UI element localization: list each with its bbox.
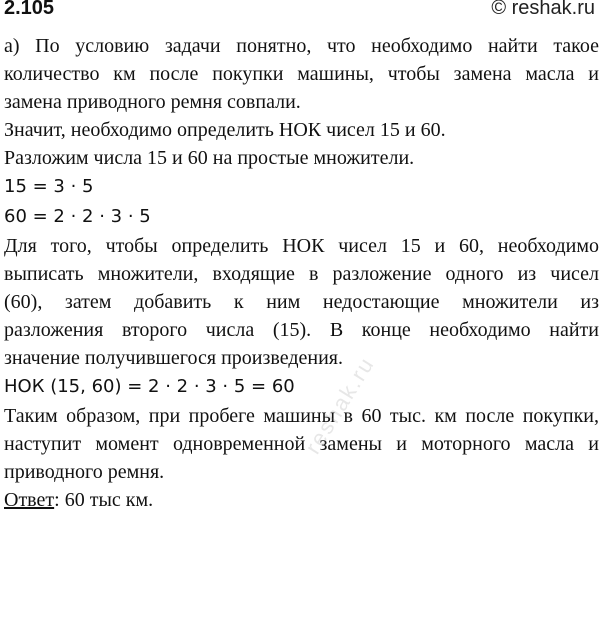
method-line-2: выписать множители, входящие в разложение одного из чисел	[4, 263, 599, 285]
solution-text	[4, 32, 599, 514]
conclusion-line-1: Таким образом, при пробеге машины в 60 тыс. км после покупки,	[4, 405, 599, 427]
watermark: reshak.ru	[300, 351, 380, 459]
answer-line	[4, 486, 599, 514]
method-line-4: разложения второго числа (15). В конце необходимо найти	[4, 319, 599, 341]
factor-line: Разложим числа 15 и 60 на простые множители.	[4, 147, 415, 169]
answer-value: : 60 тыс км.	[54, 489, 154, 511]
paragraph-a-line-2: количество км после покупки машины, чтобы замена масла и	[4, 63, 599, 85]
lcm-result: НОК (15, 60) = 2 · 2 · 3 · 5 = 60	[4, 376, 295, 397]
site-brand: © reshak.ru	[491, 0, 595, 19]
paragraph-a-line-1: а) По условию задачи понятно, что необходимо найти такое	[4, 35, 599, 57]
answer-label: Ответ	[4, 489, 55, 511]
conclusion-line-3: приводного ремня.	[4, 461, 165, 483]
header-bar	[4, 0, 595, 22]
determine-lcm-line: Значит, необходимо определить НОК чисел 15 и 60.	[4, 119, 446, 141]
method-line-1: Для того, чтобы определить НОК чисел 15 и 60, необходимо	[4, 235, 599, 257]
factorization-60: 60 = 2 · 2 · 3 · 5	[4, 206, 151, 227]
factorization-15: 15 = 3 · 5	[4, 176, 94, 197]
method-line-5: значение получившегося произведения.	[4, 347, 343, 369]
paragraph-a-line-3: замена приводного ремня совпали.	[4, 91, 301, 113]
task-number: 2.105	[4, 0, 55, 19]
method-line-3: (60), затем добавить к ним недостающие множители из	[4, 291, 599, 313]
conclusion-line-2: наступит момент одновременной замены и моторного масла и	[4, 433, 599, 455]
